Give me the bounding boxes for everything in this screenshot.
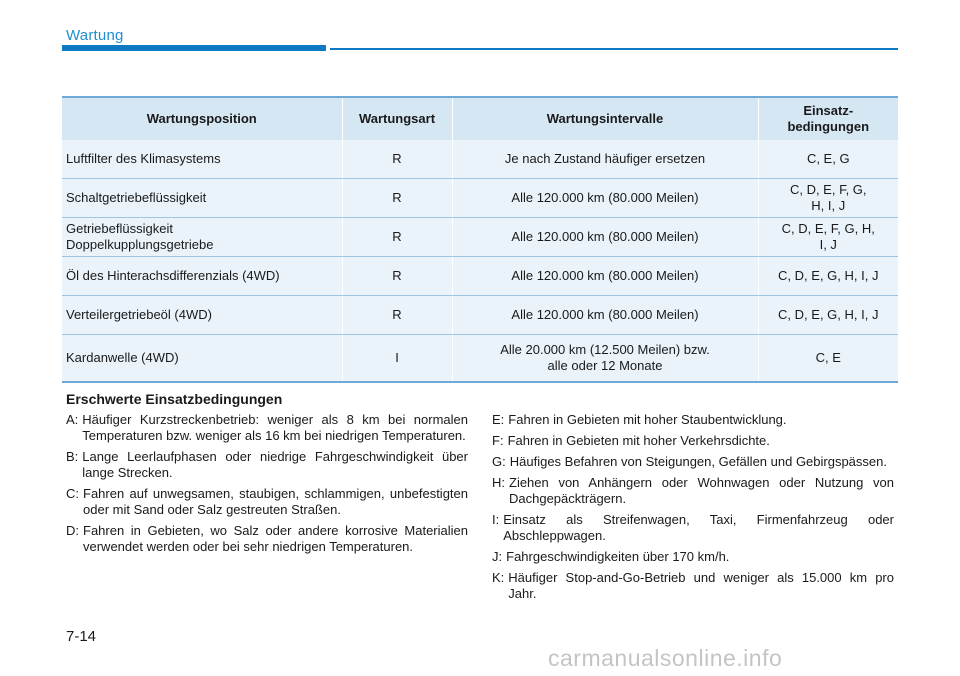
condition-key: I: xyxy=(492,512,500,527)
cell-bedingungen: C, D, E, G, H, I, J xyxy=(758,257,898,296)
condition-key: H: xyxy=(492,475,505,490)
watermark: carmanualsonline.info xyxy=(548,645,783,671)
column-header: Einsatz- bedingungen xyxy=(758,97,898,140)
condition-text: Fahren in Gebieten mit hoher Staubentwicklung. xyxy=(508,412,787,427)
header-accent-bar xyxy=(62,45,326,51)
condition-key: B: xyxy=(66,449,79,464)
cell-bedingungen: C, D, E, F, G, H, I, J xyxy=(758,218,898,257)
condition-text: Lange Leerlaufphasen oder niedrige Fahrgeschwindigkeit über lange Strecken. xyxy=(82,449,468,480)
cell-intervall: Alle 120.000 km (80.000 Meilen) xyxy=(452,296,758,335)
cell-position: Luftfilter des Klimasystems xyxy=(62,140,342,179)
condition-item xyxy=(492,412,894,428)
table-row xyxy=(62,296,898,335)
cell-art: R xyxy=(342,296,452,335)
table-row xyxy=(62,218,898,257)
cell-intervall: Alle 120.000 km (80.000 Meilen) xyxy=(452,218,758,257)
cell-intervall: Alle 120.000 km (80.000 Meilen) xyxy=(452,257,758,296)
cell-art: R xyxy=(342,218,452,257)
column-header: Wartungsintervalle xyxy=(452,97,758,140)
cell-position: Kardanwelle (4WD) xyxy=(62,335,342,383)
condition-text: Häufiger Kurzstreckenbetrieb: weniger als 8 km bei normalen Temperaturen bzw. weniger als 16 km bei niedrigen Temperaturen. xyxy=(82,412,468,443)
page-number: 7-14 xyxy=(66,628,97,645)
condition-item xyxy=(492,570,894,602)
cell-intervall: Alle 20.000 km (12.500 Meilen) bzw. alle oder 12 Monate xyxy=(452,335,758,383)
header-rule xyxy=(330,48,898,50)
condition-item xyxy=(492,549,894,565)
table-row xyxy=(62,179,898,218)
condition-key: F: xyxy=(492,433,504,448)
condition-key: D: xyxy=(66,523,79,538)
condition-item xyxy=(66,412,468,444)
cell-bedingungen: C, E xyxy=(758,335,898,383)
condition-item xyxy=(492,454,894,470)
cell-position: Verteilergetriebeöl (4WD) xyxy=(62,296,342,335)
condition-item xyxy=(492,433,894,449)
condition-text: Fahren in Gebieten mit hoher Verkehrsdichte. xyxy=(507,433,770,448)
cell-intervall: Je nach Zustand häufiger ersetzen xyxy=(452,140,758,179)
column-header: Wartungsart xyxy=(342,97,452,140)
condition-item xyxy=(492,512,894,544)
section-title: Wartung xyxy=(66,27,124,44)
cell-position: Getriebeflüssigkeit Doppelkupplungsgetriebe xyxy=(62,218,342,257)
maintenance-table xyxy=(62,96,898,383)
condition-text: Fahren in Gebieten, wo Salz oder andere korrosive Materialien verwendet werden oder bei sehr niedrigen Temperaturen. xyxy=(83,523,468,554)
condition-item xyxy=(492,475,894,507)
condition-text: Häufiger Stop-and-Go-Betrieb und weniger als 15.000 km pro Jahr. xyxy=(508,570,894,601)
conditions-right-column xyxy=(492,412,894,607)
condition-text: Fahrgeschwindigkeiten über 170 km/h. xyxy=(506,549,730,564)
cell-intervall: Alle 120.000 km (80.000 Meilen) xyxy=(452,179,758,218)
table-row xyxy=(62,335,898,383)
condition-key: G: xyxy=(492,454,506,469)
cell-art: R xyxy=(342,179,452,218)
condition-item xyxy=(66,449,468,481)
cell-art: I xyxy=(342,335,452,383)
condition-text: Einsatz als Streifenwagen, Taxi, Firmenfahrzeug oder Abschleppwagen. xyxy=(503,512,894,543)
conditions-left-column xyxy=(66,412,468,560)
condition-item xyxy=(66,523,468,555)
condition-text: Häufiges Befahren von Steigungen, Gefällen und Gebirgspässen. xyxy=(509,454,887,469)
table-header-row xyxy=(62,97,898,140)
cell-position: Öl des Hinterachsdifferenzials (4WD) xyxy=(62,257,342,296)
condition-text: Fahren auf unwegsamen, staubigen, schlammigen, unbefestigten oder mit Sand oder Salz gestreuten Straßen. xyxy=(83,486,468,517)
cell-art: R xyxy=(342,257,452,296)
conditions-title: Erschwerte Einsatzbedingungen xyxy=(66,391,283,407)
column-header: Wartungsposition xyxy=(62,97,342,140)
condition-key: E: xyxy=(492,412,505,427)
table-row xyxy=(62,140,898,179)
condition-text: Ziehen von Anhängern oder Wohnwagen oder Nutzung von Dachgepäckträgern. xyxy=(509,475,894,506)
cell-position: Schaltgetriebeflüssigkeit xyxy=(62,179,342,218)
condition-key: A: xyxy=(66,412,79,427)
condition-item xyxy=(66,486,468,518)
condition-key: J: xyxy=(492,549,503,564)
cell-bedingungen: C, D, E, F, G, H, I, J xyxy=(758,179,898,218)
cell-bedingungen: C, E, G xyxy=(758,140,898,179)
condition-key: K: xyxy=(492,570,505,585)
condition-key: C: xyxy=(66,486,79,501)
cell-art: R xyxy=(342,140,452,179)
cell-bedingungen: C, D, E, G, H, I, J xyxy=(758,296,898,335)
table-row xyxy=(62,257,898,296)
